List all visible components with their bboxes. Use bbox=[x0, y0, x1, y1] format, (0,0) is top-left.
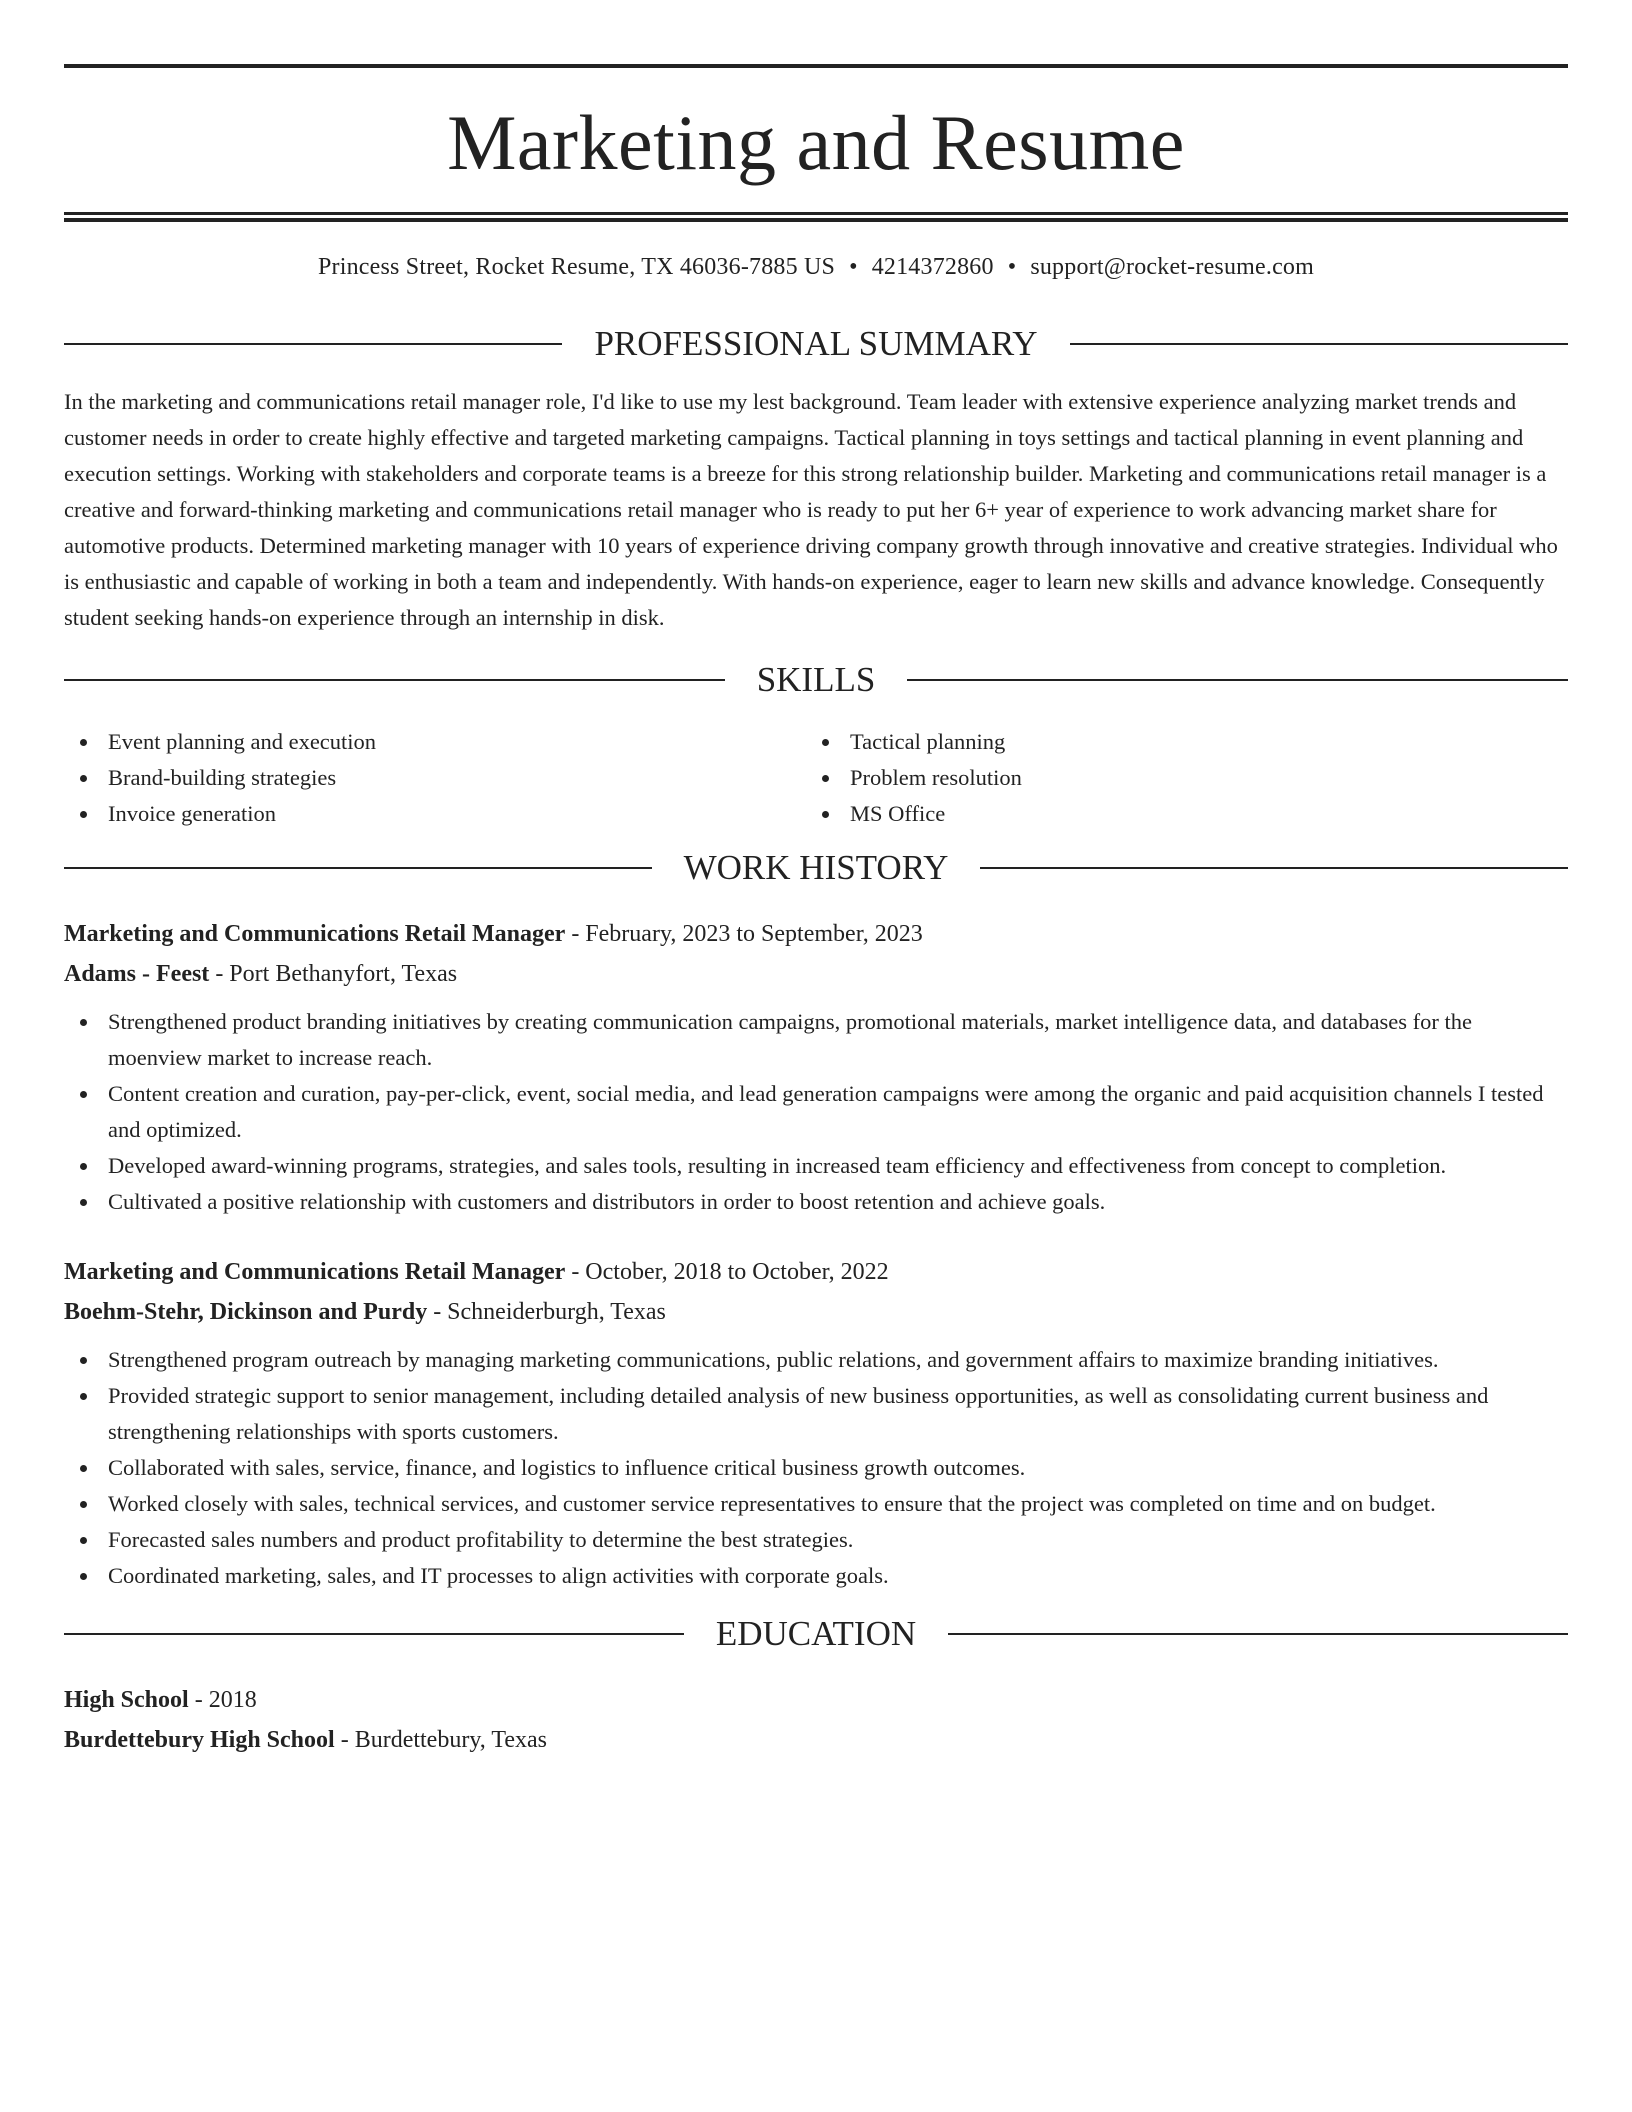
work-section-heading bbox=[64, 848, 1568, 888]
contact-line bbox=[64, 252, 1568, 282]
contact-separator: • bbox=[849, 254, 858, 280]
job-bullet: Provided strategic support to senior management, including detailed analysis of new business opportunities, as well as consolidating current business and strengthening relationships with sports customers. bbox=[64, 1378, 1568, 1450]
page-title: Marketing and Resume bbox=[447, 99, 1185, 186]
job-bullet: Cultivated a positive relationship with customers and distributors in order to boost retention and achieve goals. bbox=[64, 1184, 1568, 1220]
job-bullet: Forecasted sales numbers and product profitability to determine the best strategies. bbox=[64, 1522, 1568, 1558]
heading-rule-right bbox=[948, 1633, 1568, 1635]
contact-separator: • bbox=[1007, 254, 1017, 280]
contact-address: Princess Street, Rocket Resume, TX 46036-7885 US bbox=[317, 254, 836, 280]
job-title: Marketing and Communications Retail Manager bbox=[64, 1259, 566, 1285]
job-title: Marketing and Communications Retail Manager bbox=[64, 921, 566, 947]
skills-column-left bbox=[64, 724, 806, 832]
job-title-line bbox=[64, 914, 1568, 954]
job-entry bbox=[64, 1252, 1568, 1594]
job-bullets bbox=[64, 1004, 1568, 1220]
top-rule bbox=[64, 64, 1568, 68]
skill-item: Tactical planning bbox=[806, 724, 1548, 760]
job-title-line bbox=[64, 1252, 1568, 1292]
job-bullet: Strengthened program outreach by managing marketing communications, public relations, and government affairs to maximize branding initiatives. bbox=[64, 1342, 1568, 1378]
job-company-line bbox=[64, 1292, 1568, 1332]
skill-item: Invoice generation bbox=[64, 796, 806, 832]
education-heading: EDUCATION bbox=[715, 1614, 917, 1653]
education-section-heading bbox=[64, 1614, 1568, 1654]
job-company: Adams - Feest bbox=[64, 961, 210, 987]
contact-phone: 4214372860 bbox=[871, 254, 994, 280]
summary-heading: PROFESSIONAL SUMMARY bbox=[594, 324, 1038, 363]
skill-item: Brand-building strategies bbox=[64, 760, 806, 796]
contact-email: support@rocket-resume.com bbox=[1030, 254, 1314, 280]
education-location: - Burdettebury, Texas bbox=[334, 1727, 547, 1753]
skill-item: Event planning and execution bbox=[64, 724, 806, 760]
summary-section-heading bbox=[64, 324, 1568, 364]
job-dates: - October, 2018 to October, 2022 bbox=[565, 1259, 889, 1285]
work-heading: WORK HISTORY bbox=[683, 848, 949, 887]
job-company: Boehm-Stehr, Dickinson and Purdy bbox=[64, 1299, 428, 1325]
job-dates: - February, 2023 to September, 2023 bbox=[565, 921, 923, 947]
job-bullets bbox=[64, 1342, 1568, 1594]
heading-rule-left bbox=[64, 343, 562, 345]
job-company-line bbox=[64, 954, 1568, 994]
education-school: Burdettebury High School bbox=[64, 1727, 335, 1753]
skill-item: MS Office bbox=[806, 796, 1548, 832]
education-degree-line bbox=[64, 1680, 1568, 1720]
education-entry bbox=[64, 1680, 1568, 1760]
job-bullet: Coordinated marketing, sales, and IT processes to align activities with corporate goals. bbox=[64, 1558, 1568, 1594]
skill-item: Problem resolution bbox=[806, 760, 1548, 796]
heading-rule-left bbox=[64, 679, 725, 681]
job-entry bbox=[64, 914, 1568, 1220]
education-year: - 2018 bbox=[188, 1687, 257, 1713]
job-location: - Schneiderburgh, Texas bbox=[427, 1299, 666, 1325]
skills-list bbox=[64, 724, 1568, 832]
skills-section-heading bbox=[64, 660, 1568, 700]
heading-rule-right bbox=[907, 679, 1568, 681]
skills-column-right bbox=[806, 724, 1548, 832]
heading-rule-right bbox=[1070, 343, 1568, 345]
summary-text: In the marketing and communications retail manager role, I'd like to use my lest background. Team leader with extensive experience analyzing market trends and customer needs in order to create highly effective and targeted marketing campaigns. Tactical planning in toys settings and tactical planning in event planning and execution settings. Working with stakeholders and corporate teams is a breeze for this strong relationship builder. Marketing and communications retail manager is a creative and forward-thinking marketing and communications retail manager who is ready to put her 6+ year of experience to work advancing market share for automotive products. Determined marketing manager with 10 years of experience driving company growth through innovative and creative strategies. Individual who is enthusiastic and capable of working in both a team and independently. With hands-on experience, eager to learn new skills and advance knowledge. Consequently student seeking hands-on experience through an internship in disk. bbox=[64, 389, 1558, 630]
heading-rule-left bbox=[64, 1633, 684, 1635]
job-bullet: Worked closely with sales, technical services, and customer service representatives to ensure that the project was completed on time and on budget. bbox=[64, 1486, 1568, 1522]
job-location: - Port Bethanyfort, Texas bbox=[209, 961, 458, 987]
title-double-rule bbox=[64, 212, 1568, 222]
job-bullet: Developed award-winning programs, strategies, and sales tools, resulting in increased team efficiency and effectiveness from concept to completion. bbox=[64, 1148, 1568, 1184]
heading-rule-left bbox=[64, 867, 652, 869]
job-bullet: Content creation and curation, pay-per-click, event, social media, and lead generation campaigns were among the organic and paid acquisition channels I tested and optimized. bbox=[64, 1076, 1568, 1148]
resume-page bbox=[64, 64, 1568, 1760]
skills-heading: SKILLS bbox=[756, 660, 876, 699]
education-school-line bbox=[64, 1720, 1568, 1760]
heading-rule-right bbox=[980, 867, 1568, 869]
education-degree: High School bbox=[64, 1687, 189, 1713]
job-bullet: Strengthened product branding initiatives by creating communication campaigns, promotional materials, market intelligence data, and databases for the moenview market to increase reach. bbox=[64, 1004, 1568, 1076]
job-bullet: Collaborated with sales, service, finance, and logistics to influence critical business growth outcomes. bbox=[64, 1450, 1568, 1486]
